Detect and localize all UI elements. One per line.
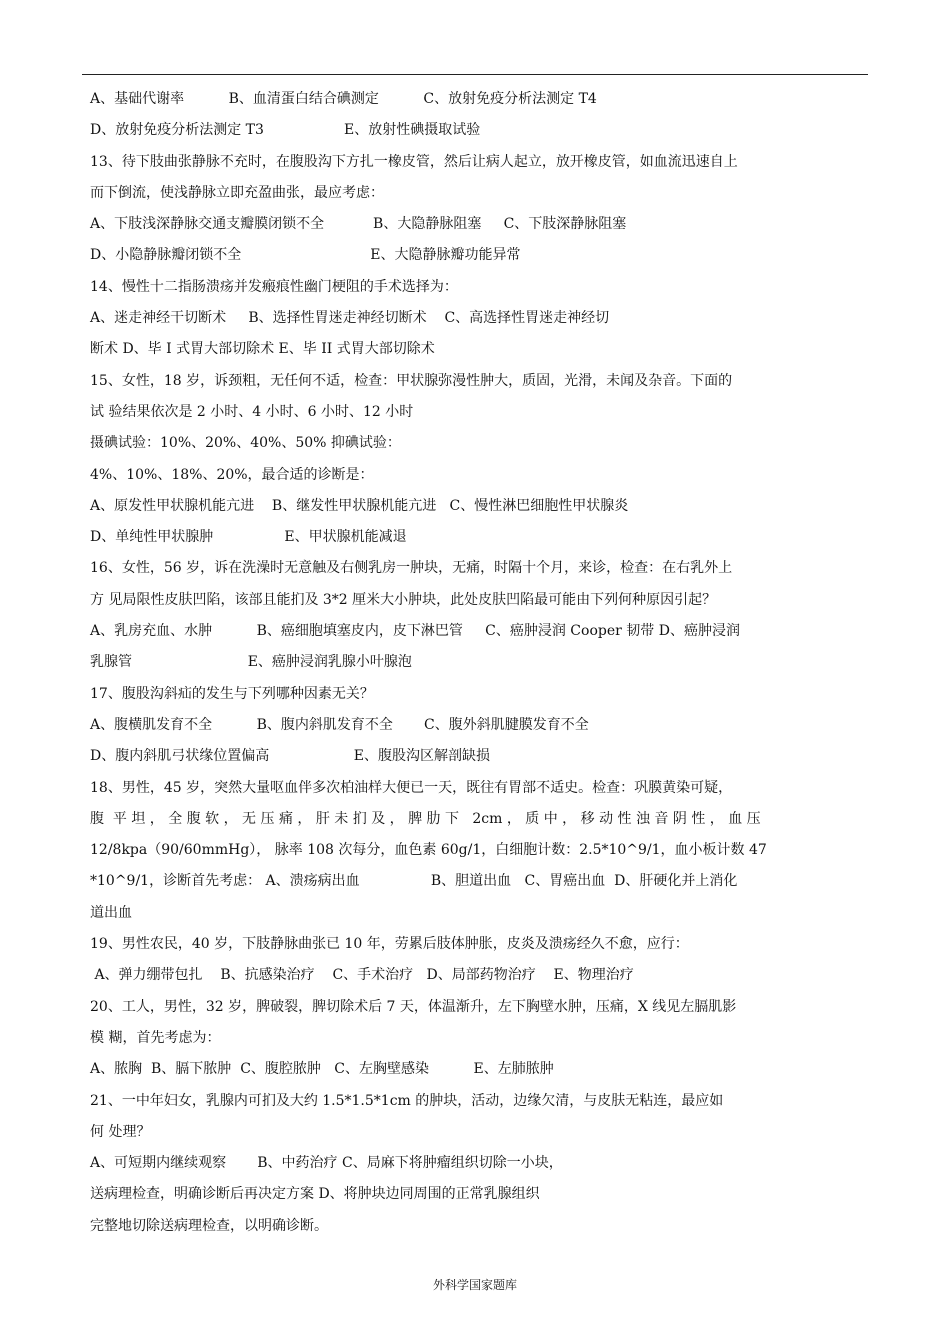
text-line: 模 糊，首先考虑为： xyxy=(90,1029,221,1046)
text-line: 送病理检查，明确诊断后再决定方案 D、将肿块边同周围的正常乳腺组织 xyxy=(90,1186,540,1203)
text-line: A、脓胸 B、膈下脓肿 C、腹腔脓肿 C、左胸壁感染 E、左肺脓肿 xyxy=(90,1061,554,1078)
question-18: 18、男性，45 岁，突然大量呕血伴多次柏油样大便已一天，既往有胃部不适史。检查：巩膜黄染可疑， xyxy=(90,779,733,796)
text-line: D、小隐静脉瓣闭锁不全 E、大隐静脉瓣功能异常 xyxy=(90,247,521,264)
text-line: 方 见局限性皮肤凹陷，该部且能扪及 3*2 厘米大小肿块，此处皮肤凹陷最可能由下列何种原因引起？ xyxy=(90,591,717,608)
text-line: A、基础代谢率 B、血清蛋白结合碘测定 C、放射免疫分析法测定 T4 xyxy=(90,91,597,107)
text-line: *10^9/1，诊断首先考虑： A、溃疡病出血 B、胆道出血 C、胃癌出血 D、肝硬化并上消化 xyxy=(90,873,738,890)
text-line: A、腹横肌发育不全 B、腹内斜肌发育不全 C、腹外斜肌腱膜发育不全 xyxy=(90,716,589,733)
text-line: A、迷走神经干切断术 B、选择性胃迷走神经切断术 C、高选择性胃迷走神经切 xyxy=(90,310,610,327)
question-15: 15、女性，18 岁，诉颈粗，无任何不适，检查：甲状腺弥漫性肿大，质固，光滑，未闻及杂音。下面的 xyxy=(90,372,733,389)
text-line: A、下肢浅深静脉交通支瓣膜闭锁不全 B、大隐静脉阻塞 C、下肢深静脉阻塞 xyxy=(90,216,627,233)
text-line: 4%、10%、18%、20%，最合适的诊断是： xyxy=(90,466,374,483)
text-line: 12/8kpa（90/60mmHg）， 脉率 108 次每分，血色素 60g/1，白细胞计数：2.5*10^9/1，血小板计数 47 xyxy=(90,842,767,859)
text-line: A、弹力绷带包扎 B、抗感染治疗 C、手术治疗 D、局部药物治疗 E、物理治疗 xyxy=(90,967,634,984)
page-footer: 外科学国家题库 xyxy=(432,1278,517,1292)
text-line: 何 处理？ xyxy=(90,1123,151,1140)
question-19: 19、男性农民，40 岁，下肢静脉曲张已 10 年，劳累后肢体肿胀，皮炎及溃疡经久不愈，应行： xyxy=(90,936,689,953)
text-line: D、单纯性甲状腺肿 E、甲状腺机能减退 xyxy=(90,529,407,546)
question-17: 17、腹股沟斜疝的发生与下列哪种因素无关？ xyxy=(90,685,374,702)
text-line: A、可短期内继续观察 B、中药治疗 C、局麻下将肿瘤组织切除一小块， xyxy=(90,1155,563,1172)
text-line: 试 验结果依次是 2 小时、4 小时、6 小时、12 小时 xyxy=(90,403,414,420)
text-line: 完整地切除送病理检查，以明确诊断。 xyxy=(90,1217,328,1234)
text-line: 摄碘试验：10%、20%、40%、50% 抑碘试验： xyxy=(90,435,401,452)
header-rule xyxy=(82,74,868,75)
text-line: A、乳房充血、水肿 B、癌细胞填塞皮内，皮下淋巴管 C、癌肿浸润 Cooper 韧带 D、癌肿浸润 xyxy=(90,623,740,640)
exam-content xyxy=(90,84,870,1242)
question-16: 16、女性，56 岁，诉在洗澡时无意触及右侧乳房一肿块，无痛，时隔十个月，来诊，检查：在右乳外上 xyxy=(90,560,733,577)
text-line: 乳腺管 E、癌肿浸润乳腺小叶腺泡 xyxy=(90,654,412,671)
text-line: 腹 平 坦 ， 全 腹 软 ， 无 压 痛 ， 肝 未 扪 及 ， 脾 肋 下 2cm ， 质 中 ， 移 动 性 浊 音 阴 性 ， 血 压 xyxy=(90,810,761,827)
text-line: 断术 D、毕 I 式胃大部切除术 E、毕 II 式胃大部切除术 xyxy=(90,341,435,358)
question-20: 20、工人，男性，32 岁，脾破裂，脾切除术后 7 天，体温渐升，左下胸壁水肿，压痛，X 线见左膈肌影 xyxy=(90,998,737,1015)
text-line: 道出血 xyxy=(90,904,132,921)
question-13: 13、待下肢曲张静脉不充时，在腹股沟下方扎一橡皮管，然后让病人起立，放开橡皮管，如血流迅速自上 xyxy=(90,153,738,170)
text-line: D、放射免疫分析法测定 T3 E、放射性碘摄取试验 xyxy=(90,122,481,139)
question-21: 21、一中年妇女，乳腺内可扪及大约 1.5*1.5*1cm 的肿块，活动，边缘欠清，与皮肤无粘连，最应如 xyxy=(90,1092,724,1109)
text-line: A、原发性甲状腺机能亢进 B、继发性甲状腺机能亢进 C、慢性淋巴细胞性甲状腺炎 xyxy=(90,497,629,514)
question-14: 14、慢性十二指肠溃疡并发瘢痕性幽门梗阻的手术选择为： xyxy=(90,278,458,295)
text-line: 而下倒流，使浅静脉立即充盈曲张，最应考虑： xyxy=(90,184,384,201)
text-line: D、腹内斜肌弓状缘位置偏高 E、腹股沟区解剖缺损 xyxy=(90,748,490,765)
